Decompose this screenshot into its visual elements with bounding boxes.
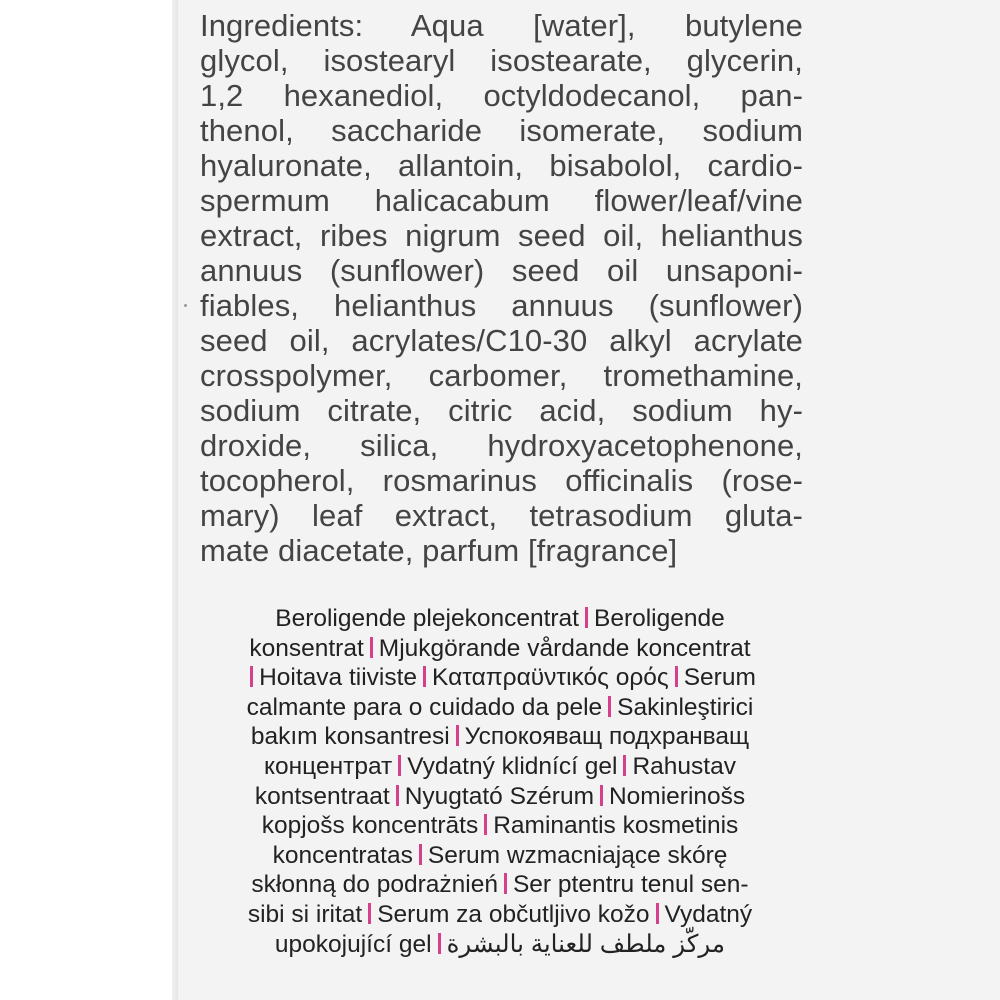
ingredients-line: extract, ribes nigrum seed oil, helianthus xyxy=(200,218,803,253)
translation-text: Καταπραϋντικός ορός xyxy=(432,664,669,692)
translation-line xyxy=(196,604,804,634)
translation-text: Nyugtató Szérum xyxy=(404,782,594,810)
ingredients-line: spermum halicacabum flower/leaf/vine xyxy=(200,183,803,218)
ingredients-line: tocopherol, rosmarinus officinalis (rose- xyxy=(200,463,803,498)
translation-text: Serum wzmacniające skórę xyxy=(427,841,728,869)
translation-line xyxy=(196,722,804,752)
translation-text: Ser ptentru tenul sen- xyxy=(512,871,749,899)
ingredients-text xyxy=(200,8,803,568)
print-dot xyxy=(184,304,187,307)
ingredients-line: thenol, saccharide isomerate, sodium xyxy=(200,113,803,148)
separator-bar xyxy=(585,607,588,628)
separator-bar xyxy=(438,933,441,954)
translation-text: مركّز ملطف للعناية بالبشرة xyxy=(446,930,726,958)
translation-text: Rahustav xyxy=(632,752,736,780)
translation-text: Mjukgörande vårdande koncentrat xyxy=(378,634,751,662)
separator-bar xyxy=(484,814,487,835)
separator-bar xyxy=(600,785,603,806)
translation-text: концентрат xyxy=(264,752,393,780)
translation-text: konsentrat xyxy=(249,634,364,662)
ingredients-line: crosspolymer, carbomer, tromethamine, xyxy=(200,358,803,393)
separator-bar xyxy=(368,903,371,924)
translation-line xyxy=(196,930,804,960)
separator-bar xyxy=(250,666,253,687)
translation-line xyxy=(196,752,804,782)
translation-text: Serum za občutljivo kožo xyxy=(377,900,650,928)
translation-text: kontsentraat xyxy=(254,782,390,810)
separator-bar xyxy=(419,844,422,865)
separator-bar xyxy=(608,696,611,717)
translation-text: Raminantis kosmetinis xyxy=(493,812,739,840)
translation-text: Успокояващ подхранващ xyxy=(464,723,750,751)
ingredients-line: droxide, silica, hydroxyacetophenone, xyxy=(200,428,803,463)
separator-bar xyxy=(656,903,659,924)
translation-line xyxy=(196,634,804,664)
ingredients-line: annuus (sunflower) seed oil unsaponi- xyxy=(200,253,803,288)
ingredients-line: 1,2 hexanediol, octyldodecanol, pan- xyxy=(200,78,803,113)
translation-line xyxy=(196,900,804,930)
translation-text: upokojující gel xyxy=(274,930,432,958)
ingredients-line: seed oil, acrylates/C10-30 alkyl acrylate xyxy=(200,323,803,358)
translation-text: Beroligende plejekoncentrat xyxy=(275,605,579,632)
translation-line xyxy=(196,693,804,723)
separator-bar xyxy=(396,785,399,806)
ingredients-line: mate diacetate, parfum [fragrance] xyxy=(200,533,678,568)
translation-text: Nomierinošs xyxy=(608,782,746,810)
ingredients-line: Ingredients: Aqua [water], butylene xyxy=(200,8,803,43)
separator-bar xyxy=(623,755,626,776)
translation-text: Beroligende xyxy=(593,605,725,632)
translation-text: Serum xyxy=(683,664,756,692)
ingredients-line: fiables, helianthus annuus (sunflower) xyxy=(200,288,803,323)
separator-bar xyxy=(423,666,426,687)
translation-text: koncentratas xyxy=(272,841,413,869)
translation-line xyxy=(196,663,804,693)
translation-line xyxy=(196,782,804,812)
ingredients-line: mary) leaf extract, tetrasodium gluta- xyxy=(200,498,803,533)
ingredients-line: hyaluronate, allantoin, bisabolol, cardio- xyxy=(200,148,803,183)
separator-bar xyxy=(398,755,401,776)
separator-bar xyxy=(456,725,459,746)
translation-text: Hoitava tiiviste xyxy=(259,664,418,692)
separator-bar xyxy=(370,637,373,658)
separator-bar xyxy=(504,873,507,894)
ingredients-line: glycol, isostearyl isostearate, glycerin, xyxy=(200,43,803,78)
translation-text: Vydatný klidnící gel xyxy=(407,752,618,780)
translation-text: sibi si iritat xyxy=(247,900,363,928)
ingredients-line: sodium citrate, citric acid, sodium hy- xyxy=(200,393,803,428)
translation-text: Sakinleştirici xyxy=(617,693,754,721)
multilingual-descriptions xyxy=(196,604,804,959)
translation-line xyxy=(196,811,804,841)
translation-text: calmante para o cuidado da pele xyxy=(246,693,603,721)
translation-line xyxy=(196,841,804,871)
translation-line xyxy=(196,870,804,900)
translation-text: Vydatný xyxy=(664,900,753,928)
panel-edge xyxy=(172,0,178,1000)
separator-bar xyxy=(675,666,678,687)
translation-text: skłonną do podrażnień xyxy=(251,871,498,899)
translation-text: kopjošs koncentrāts xyxy=(261,812,479,840)
translation-text: bakım konsantresi xyxy=(250,723,450,751)
